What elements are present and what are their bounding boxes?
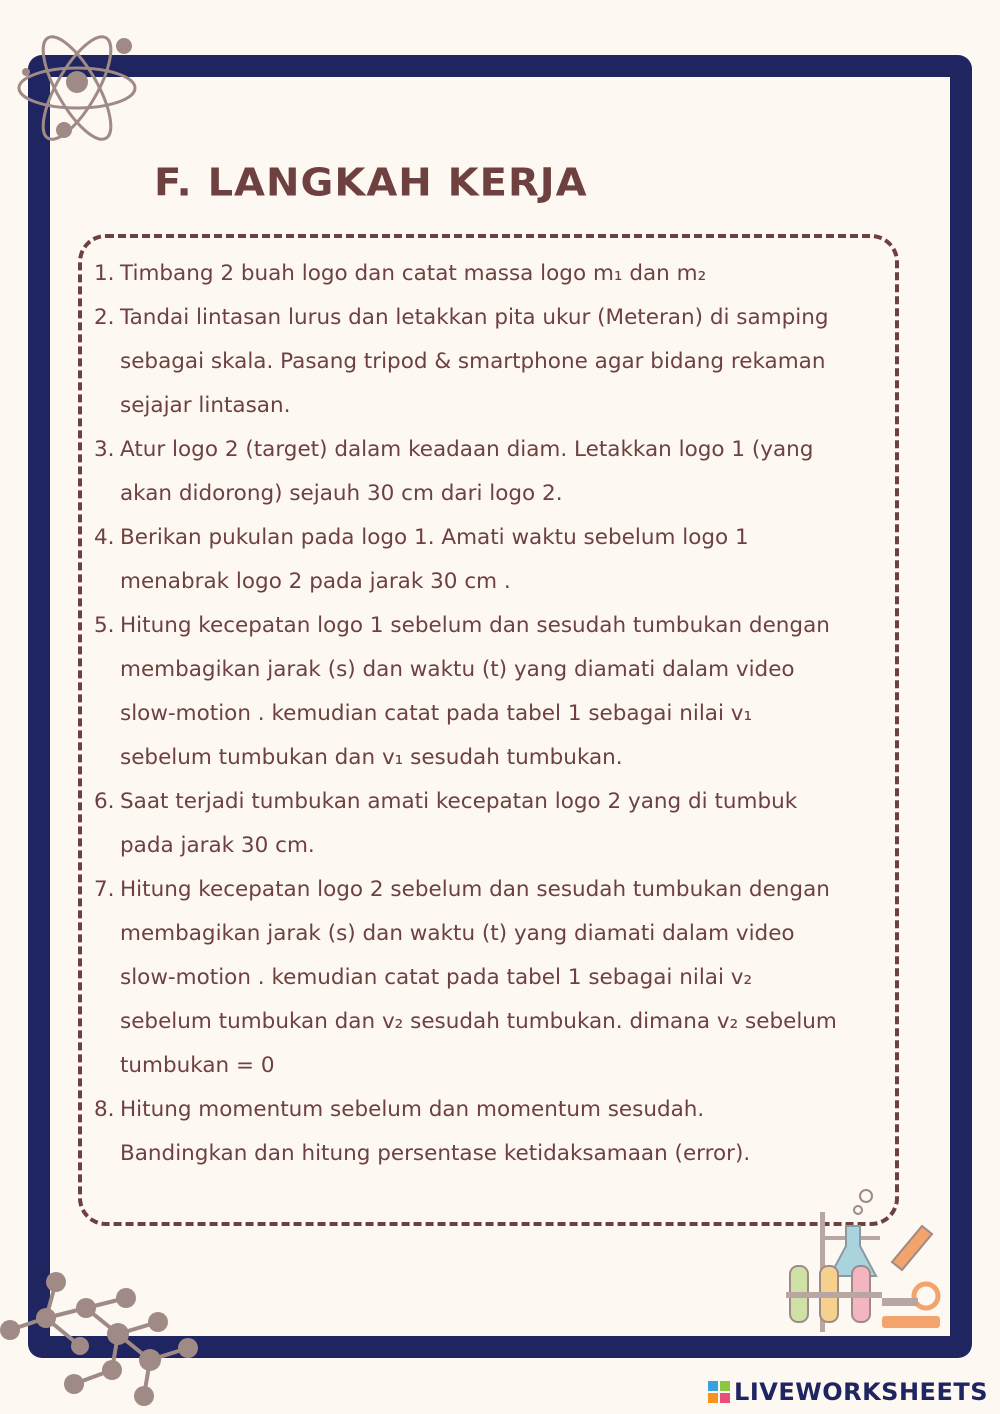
step-text: Atur logo 2 (target) dalam keadaan diam. Letakkan logo 1 (yang akan didorong) sejauh 30 cm dari logo 2. bbox=[120, 437, 814, 506]
step-item bbox=[94, 604, 894, 780]
step-item bbox=[94, 868, 894, 1088]
step-text: Berikan pukulan pada logo 1. Amati waktu sebelum logo 1 menabrak logo 2 pada jarak 30 cm . bbox=[120, 525, 749, 594]
step-number: 1. bbox=[94, 261, 115, 286]
liveworksheets-logo bbox=[708, 1378, 988, 1406]
step-text: Tandai lintasan lurus dan letakkan pita ukur (Meteran) di samping sebagai skala. Pasang tripod & smartphone agar bidang rekaman sejajar lintasan. bbox=[120, 305, 829, 418]
step-item bbox=[94, 780, 894, 868]
step-text: Hitung momentum sebelum dan momentum sesudah. Bandingkan dan hitung persentase ketidaksamaan (error). bbox=[120, 1097, 751, 1166]
step-text: Hitung kecepatan logo 2 sebelum dan sesudah tumbukan dengan membagikan jarak (s) dan waktu (t) yang diamati dalam video slow-motion . kemudian catat pada tabel 1 sebagai nilai v₂ sebelum tumbukan dan v₂ sesudah tumbukan. dimana v₂ sebelum tumbukan = 0 bbox=[120, 877, 837, 1078]
step-number: 6. bbox=[94, 789, 115, 814]
brand-text: LIVEWORKSHEETS bbox=[734, 1378, 988, 1406]
step-item bbox=[94, 516, 894, 604]
step-item bbox=[94, 296, 894, 428]
step-number: 7. bbox=[94, 877, 115, 902]
lab-equipment-icon bbox=[780, 1186, 950, 1336]
page-title: F. LANGKAH KERJA bbox=[154, 161, 588, 205]
step-item bbox=[94, 1088, 894, 1176]
steps-list bbox=[94, 252, 894, 1176]
step-text: Hitung kecepatan logo 1 sebelum dan sesudah tumbukan dengan membagikan jarak (s) dan waktu (t) yang diamati dalam video slow-motion . kemudian catat pada tabel 1 sebagai nilai v₁ sebelum tumbukan dan v₁ sesudah tumbukan. bbox=[120, 613, 830, 770]
step-text: Timbang 2 buah logo dan catat massa logo m₁ dan m₂ bbox=[120, 261, 707, 286]
molecule-icon bbox=[0, 1268, 210, 1414]
atom-icon bbox=[14, 32, 140, 144]
step-number: 8. bbox=[94, 1097, 115, 1122]
step-number: 5. bbox=[94, 613, 115, 638]
step-text: Saat terjadi tumbukan amati kecepatan logo 2 yang di tumbuk pada jarak 30 cm. bbox=[120, 789, 798, 858]
step-number: 2. bbox=[94, 305, 115, 330]
step-item bbox=[94, 428, 894, 516]
step-number: 4. bbox=[94, 525, 115, 550]
step-number: 3. bbox=[94, 437, 115, 462]
step-item bbox=[94, 252, 894, 296]
brand-mark-icon bbox=[708, 1381, 730, 1403]
